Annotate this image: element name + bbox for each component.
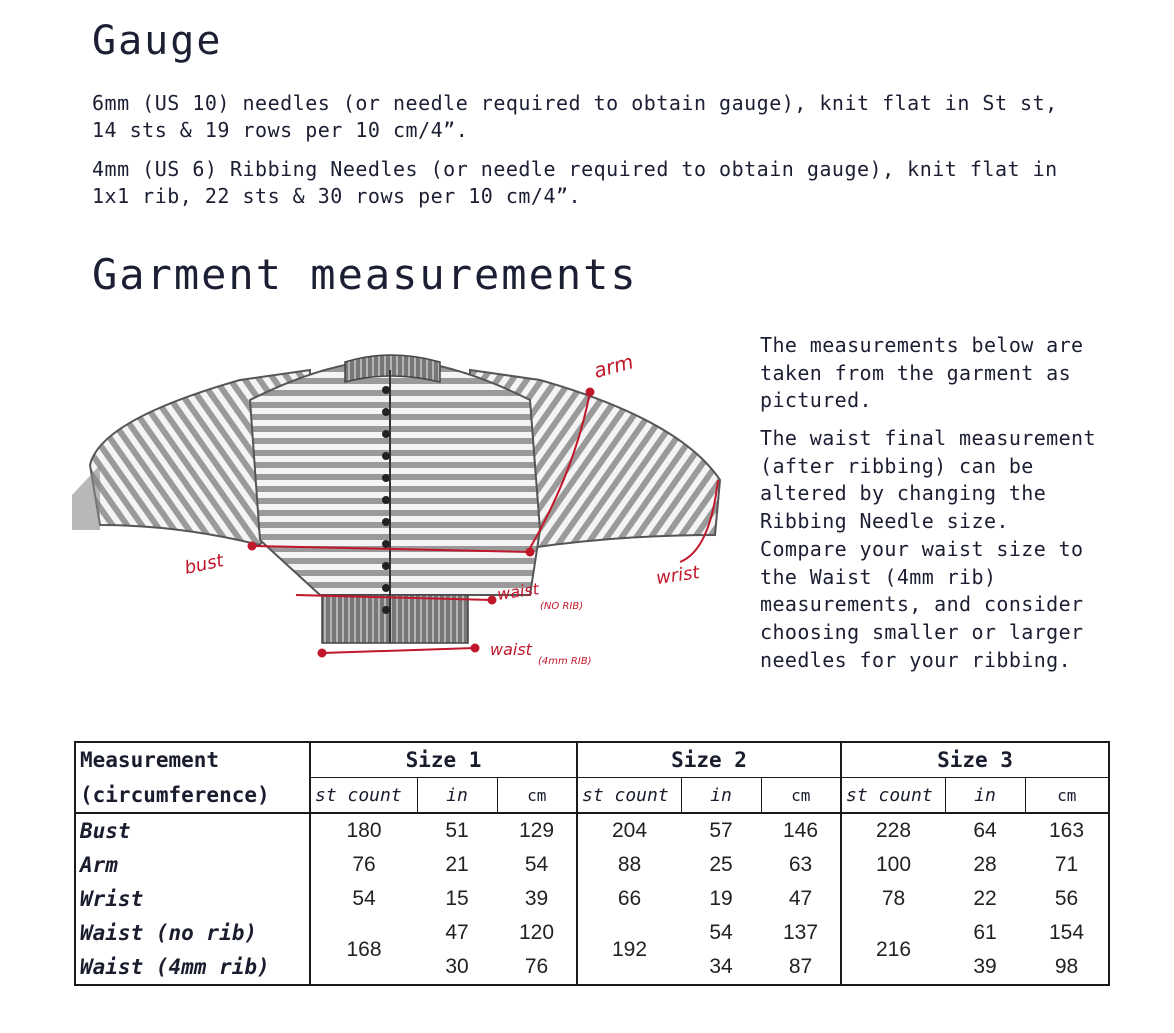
cell: 204 <box>611 819 648 842</box>
header-circumference: (circumference) <box>75 778 310 814</box>
header-size-3: Size 3 <box>841 742 1109 778</box>
row-label-waist-rib: Waist (4mm rib) <box>75 950 310 985</box>
cell: 47 <box>761 882 841 916</box>
garment-measurements-heading: Garment measurements <box>92 250 638 299</box>
label-waist-rib-sub: (4mm RIB) <box>538 656 592 667</box>
cell: 100 <box>875 853 912 876</box>
cell: 56 <box>1054 887 1079 910</box>
sub-st-count: st count <box>841 778 945 814</box>
cell: 163 <box>1048 819 1085 842</box>
cell: 146 <box>761 813 841 848</box>
cell-waist-st-count: 192 <box>611 938 648 961</box>
cell: 57 <box>709 819 733 842</box>
sub-cm: cm <box>1025 778 1109 814</box>
cell: 71 <box>1054 853 1079 876</box>
label-bust: bust <box>182 550 226 579</box>
gauge-needles-ribbing: 4mm (US 6) Ribbing Needles (or needle required to obtain gauge), knit flat in 1x1 rib, 22 sts & 30 rows per 10 cm/4”. <box>92 157 1058 208</box>
cell: 28 <box>973 853 997 876</box>
row-label-bust: Bust <box>75 813 310 848</box>
cell: 22 <box>973 887 997 910</box>
cell: 63 <box>761 848 841 882</box>
label-wrist: wrist <box>654 562 701 589</box>
sub-st-count: st count <box>310 778 417 814</box>
waist-ribbing <box>322 595 468 643</box>
header-size-2: Size 2 <box>577 742 841 778</box>
cell: 15 <box>445 887 469 910</box>
sub-in: in <box>417 778 497 814</box>
cell-waist-st-count: 168 <box>346 938 382 961</box>
header-measurement: Measurement <box>75 742 310 778</box>
sub-in: in <box>681 778 761 814</box>
cell: 180 <box>346 819 382 842</box>
sub-in: in <box>945 778 1025 814</box>
cell: 25 <box>709 853 733 876</box>
cell: 51 <box>445 819 469 842</box>
cell: 61 <box>973 921 997 944</box>
cell: 47 <box>445 921 469 944</box>
cell: 54 <box>352 887 376 910</box>
cell: 39 <box>497 882 577 916</box>
cell-waist-st-count: 216 <box>875 938 912 961</box>
sweater-body <box>250 360 540 595</box>
cell: 120 <box>497 916 577 950</box>
row-label-waist-no-rib: Waist (no rib) <box>75 916 310 950</box>
table-row <box>75 882 1109 916</box>
label-waist-rib: waist <box>490 640 532 659</box>
sweater-illustration <box>60 330 750 680</box>
cell: 30 <box>445 955 469 978</box>
cell: 66 <box>617 887 642 910</box>
cell: 98 <box>1054 955 1079 978</box>
cell: 228 <box>875 819 912 842</box>
sub-st-count: st count <box>577 778 681 814</box>
cell: 87 <box>761 950 841 985</box>
cell: 76 <box>497 950 577 985</box>
cell: 64 <box>973 819 997 842</box>
cell: 88 <box>617 853 642 876</box>
label-arm: arm <box>591 349 636 383</box>
measurement-note: The measurements below are taken from the garment as pictured. <box>760 333 1084 413</box>
table-row <box>75 813 1109 848</box>
cell: 154 <box>1048 921 1085 944</box>
gauge-heading: Gauge <box>92 18 223 64</box>
header-size-1: Size 1 <box>310 742 577 778</box>
cell: 19 <box>709 887 733 910</box>
gauge-needles-main: 6mm (US 10) needles (or needle required to obtain gauge), knit flat in St st, 14 sts & 19 rows per 10 cm/4”. <box>92 91 1058 142</box>
cell: 129 <box>497 813 577 848</box>
cell: 39 <box>973 955 997 978</box>
sub-cm: cm <box>497 778 577 814</box>
sub-cm: cm <box>761 778 841 814</box>
cell: 76 <box>352 853 376 876</box>
row-label-arm: Arm <box>75 848 310 882</box>
waist-advice-note: The waist final measurement (after ribbing) can be altered by changing the Ribbing Needle size. Compare your waist size to the Waist (4mm rib) measurements, and consider choosing smaller or larger needles for your ribbing. <box>760 426 1096 672</box>
cell: 78 <box>881 887 906 910</box>
row-label-wrist: Wrist <box>75 882 310 916</box>
cell: 54 <box>497 848 577 882</box>
cell: 137 <box>761 916 841 950</box>
measurement-table <box>74 741 1110 986</box>
cell: 54 <box>709 921 733 944</box>
cell: 21 <box>445 853 469 876</box>
table-row <box>75 916 1109 950</box>
table-row <box>75 848 1109 882</box>
cell: 34 <box>709 955 733 978</box>
label-waist-no-rib: waist <box>495 579 541 604</box>
label-waist-no-rib-sub: (NO RIB) <box>540 601 584 612</box>
